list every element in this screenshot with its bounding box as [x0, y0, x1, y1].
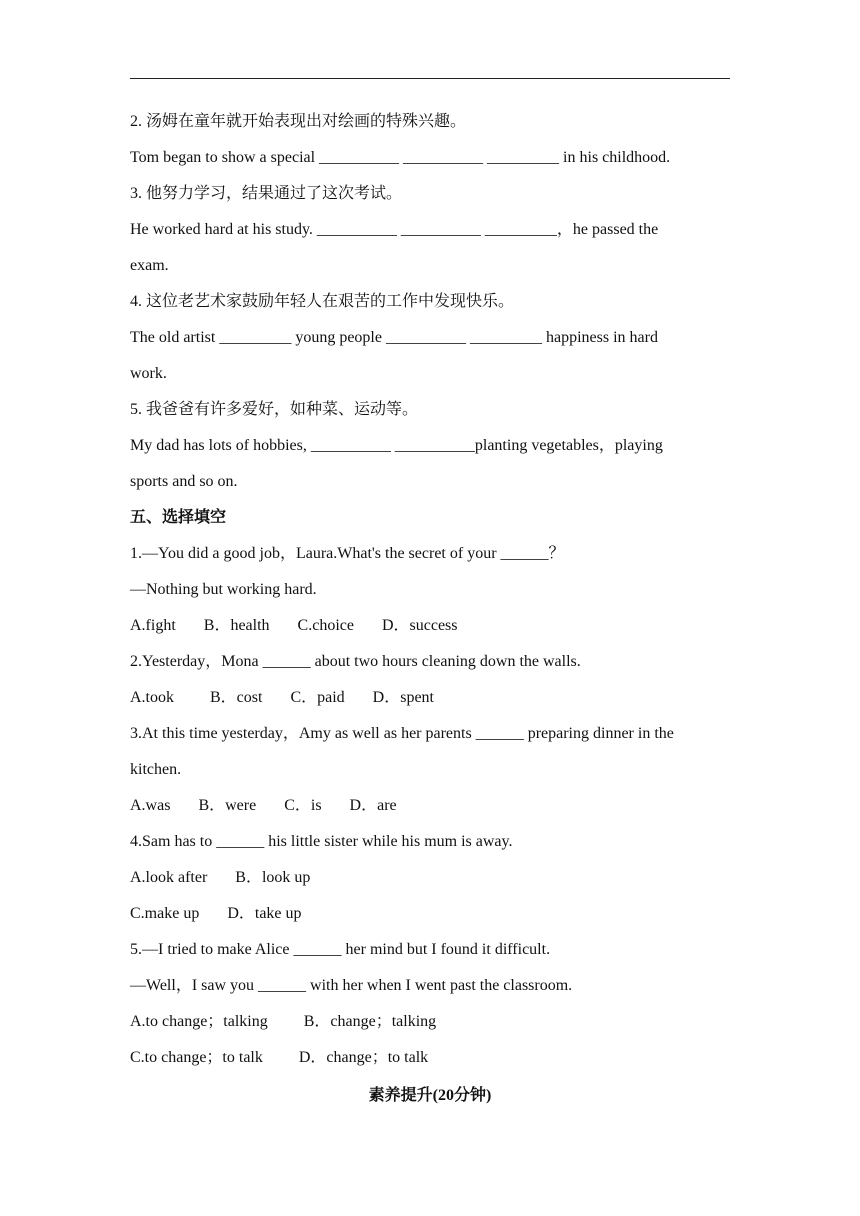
mc-q5-options-line1: A.to change；talking B．change；talking	[130, 1013, 437, 1030]
mc-q4-stem: 4.Sam has to ______ his little sister while his mum is away.	[130, 833, 513, 850]
mc-q5-reply: —Well，I saw you ______ with her when I went past the classroom.	[130, 977, 573, 994]
translation-q5-sentence-line2: sports and so on.	[130, 473, 238, 490]
translation-q4-prompt: 4. 这位老艺术家鼓励年轻人在艰苦的工作中发现快乐。	[130, 293, 515, 310]
mc-q4-options-line1: A.look after B．look up	[130, 869, 311, 886]
translation-q3-sentence-line1: He worked hard at his study. __________ __________ _________，he passed the	[130, 221, 659, 238]
translation-q4-sentence-line2: work.	[130, 365, 167, 382]
mc-q4-options-line2: C.make up D．take up	[130, 905, 302, 922]
translation-q5-prompt: 5. 我爸爸有许多爱好，如种菜、运动等。	[130, 401, 419, 418]
translation-q3-sentence-line2: exam.	[130, 257, 169, 274]
exercise-content	[130, 104, 730, 1076]
mc-q1-reply: —Nothing but working hard.	[130, 581, 317, 598]
mc-q1-stem: 1.—You did a good job，Laura.What's the secret of your ______？	[130, 545, 565, 562]
translation-q5-sentence-line1: My dad has lots of hobbies, __________ __________planting vegetables，playing	[130, 437, 663, 454]
translation-q3-prompt: 3. 他努力学习，结果通过了这次考试。	[130, 185, 403, 202]
translation-q2-prompt: 2. 汤姆在童年就开始表现出对绘画的特殊兴趣。	[130, 113, 467, 130]
mc-q2-stem: 2.Yesterday，Mona ______ about two hours cleaning down the walls.	[130, 653, 581, 670]
header-rule	[130, 78, 730, 79]
mc-q5-stem: 5.—I tried to make Alice ______ her mind but I found it difficult.	[130, 941, 551, 958]
mc-q3-stem-line2: kitchen.	[130, 761, 182, 778]
mc-q2-options: A.took B．cost C．paid D．spent	[130, 689, 434, 706]
section-heading-multiple-choice: 五、选择填空	[130, 509, 227, 526]
translation-q2-sentence: Tom began to show a special __________ __________ _________ in his childhood.	[130, 149, 671, 166]
mc-q5-options-line2: C.to change；to talk D．change；to talk	[130, 1049, 429, 1066]
translation-q4-sentence-line1: The old artist _________ young people __________ _________ happiness in hard	[130, 329, 658, 346]
mc-q3-stem-line1: 3.At this time yesterday，Amy as well as her parents ______ preparing dinner in the	[130, 725, 674, 742]
footer-section-heading: 素养提升(20分钟)	[368, 1087, 492, 1104]
mc-q1-options: A.fight B．health C.choice D．success	[130, 617, 458, 634]
mc-q3-options: A.was B．were C．is D．are	[130, 797, 397, 814]
